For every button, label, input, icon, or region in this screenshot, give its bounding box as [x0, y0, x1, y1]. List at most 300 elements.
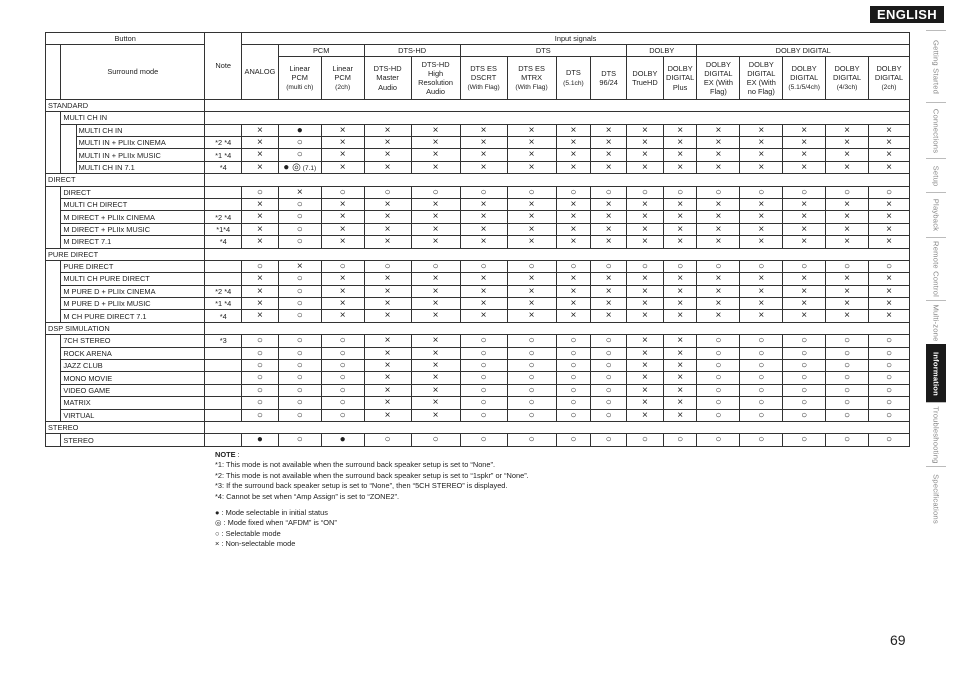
side-tab-remote-control[interactable]	[926, 237, 946, 300]
availability-symbol: ×	[257, 198, 263, 210]
availability-symbol: ×	[384, 236, 391, 248]
availability-symbol: ×	[339, 285, 346, 297]
availability-cell	[278, 149, 321, 161]
side-tab-label: Connections	[931, 108, 941, 153]
availability-symbol: ○	[844, 409, 851, 421]
availability-symbol: ×	[570, 236, 577, 248]
availability-symbol: ×	[641, 211, 648, 223]
availability-cell	[364, 124, 411, 136]
button-label: MULTI CH IN	[61, 112, 205, 124]
availability-cell	[869, 260, 910, 272]
availability-symbol: ○	[480, 260, 487, 272]
availability-cell	[869, 223, 910, 235]
availability-symbol: ○	[296, 397, 303, 409]
availability-symbol: ○	[885, 335, 893, 347]
availability-cell	[507, 137, 556, 149]
mode-row	[46, 124, 910, 136]
availability-symbol: ×	[677, 273, 684, 285]
availability-cell	[321, 137, 364, 149]
availability-cell	[826, 359, 869, 371]
format-header-line: DTS-HD	[373, 64, 402, 74]
availability-cell	[697, 434, 740, 446]
availability-cell	[869, 434, 910, 446]
availability-symbol: ×	[432, 124, 439, 136]
availability-cell	[556, 273, 591, 285]
availability-symbol: ×	[641, 236, 648, 248]
availability-symbol: ○	[296, 236, 303, 248]
availability-symbol: ○	[296, 409, 303, 421]
availability-symbol: ○	[570, 347, 577, 359]
availability-symbol: ×	[605, 124, 612, 136]
side-tab-multi-zone[interactable]	[926, 300, 946, 344]
availability-symbol: ○	[605, 397, 612, 409]
availability-symbol: ×	[715, 149, 722, 161]
availability-symbol: ×	[432, 198, 439, 210]
availability-symbol: ×	[801, 285, 808, 297]
availability-symbol: ○	[296, 347, 303, 359]
availability-cell	[783, 434, 826, 446]
availability-symbol: ×	[432, 273, 439, 285]
availability-symbol: ○	[384, 186, 391, 198]
availability-cell	[627, 310, 664, 322]
availability-cell	[242, 298, 279, 310]
mode-row	[46, 137, 910, 149]
availability-symbol: ×	[605, 161, 612, 173]
availability-symbol: ○	[432, 434, 439, 446]
availability-symbol: ○	[296, 223, 303, 235]
availability-symbol: ×	[677, 137, 684, 148]
availability-symbol: ○	[256, 397, 263, 409]
mode-row	[46, 384, 910, 396]
availability-symbol: ×	[384, 359, 391, 371]
mode-note: *4	[205, 310, 242, 322]
availability-cell	[740, 186, 783, 198]
side-tab-label: Specifications	[931, 473, 941, 524]
availability-symbol: ×	[384, 161, 391, 173]
indent-cell	[61, 124, 76, 174]
availability-symbol: ×	[528, 211, 535, 223]
availability-symbol: ×	[570, 149, 577, 161]
availability-symbol: ×	[677, 310, 684, 322]
availability-cell	[869, 124, 910, 136]
availability-symbol: ○	[256, 359, 263, 371]
availability-symbol: ×	[677, 397, 684, 409]
format-header-line: DIGITAL	[666, 73, 695, 83]
availability-cell	[826, 335, 869, 347]
mode-note	[205, 186, 242, 198]
mode-note	[205, 409, 242, 421]
availability-symbol: ×	[886, 236, 892, 248]
availability-cell	[556, 298, 591, 310]
availability-cell	[556, 124, 591, 136]
availability-cell	[507, 260, 556, 272]
availability-cell	[783, 335, 826, 347]
availability-cell	[411, 198, 460, 210]
availability-cell	[460, 161, 507, 173]
indent-cell	[46, 112, 61, 174]
availability-cell	[783, 236, 826, 248]
availability-symbol: ○	[528, 434, 535, 446]
availability-cell	[411, 384, 460, 396]
input-signals-header: Input signals	[242, 33, 910, 45]
availability-symbol: ×	[384, 198, 391, 210]
availability-cell	[460, 149, 507, 161]
section-filler	[205, 174, 910, 186]
availability-symbol: ×	[605, 236, 612, 248]
availability-cell	[278, 298, 321, 310]
availability-symbol: ×	[641, 372, 648, 384]
mode-note	[205, 273, 242, 285]
availability-cell	[278, 273, 321, 285]
format-header-line: DTS	[566, 68, 581, 78]
availability-symbol: ○	[885, 260, 893, 272]
availability-cell	[591, 236, 627, 248]
availability-symbol: ×	[844, 161, 850, 173]
availability-cell	[869, 236, 910, 248]
mode-label: JAZZ CLUB	[61, 359, 205, 371]
availability-cell	[783, 186, 826, 198]
availability-cell	[869, 372, 910, 384]
availability-cell	[663, 137, 697, 149]
availability-cell	[507, 384, 556, 396]
availability-cell	[364, 273, 411, 285]
availability-symbol: ×	[528, 223, 535, 235]
format-header-line: EX (With	[746, 78, 776, 87]
availability-symbol: ○	[384, 260, 391, 272]
availability-symbol: ×	[528, 161, 535, 173]
section-row	[46, 248, 910, 260]
availability-symbol: ○	[570, 434, 577, 446]
availability-symbol: ×	[384, 273, 391, 285]
language-badge: ENGLISH	[870, 6, 944, 23]
mode-note: *2 *4	[205, 285, 242, 297]
availability-symbol: ×	[758, 285, 765, 297]
mode-note: *4	[205, 236, 242, 248]
mode-row	[46, 211, 910, 223]
section-label: DIRECT	[46, 174, 205, 186]
availability-symbol: ○	[256, 347, 263, 359]
availability-symbol: ×	[715, 137, 722, 148]
availability-symbol: ×	[641, 124, 648, 136]
notes-heading-suffix: :	[235, 450, 240, 459]
availability-cell	[697, 211, 740, 223]
availability-symbol: ×	[886, 298, 892, 310]
availability-cell	[740, 211, 783, 223]
availability-symbol: ×	[296, 260, 303, 272]
group-header-pcm: PCM	[278, 45, 364, 57]
availability-symbol: ×	[570, 310, 577, 322]
legend-item: ◎ : Mode fixed when “AFDM” is “ON”	[215, 518, 337, 528]
availability-cell	[783, 273, 826, 285]
availability-symbol: ×	[641, 161, 648, 173]
availability-cell	[411, 434, 460, 446]
availability-cell	[278, 397, 321, 409]
availability-symbol: ○	[715, 260, 722, 272]
mode-row	[46, 273, 910, 285]
side-tab-getting-started[interactable]	[926, 30, 946, 102]
availability-cell	[826, 434, 869, 446]
availability-symbol: ○	[384, 434, 391, 446]
availability-symbol: ○	[844, 186, 851, 198]
availability-symbol: ○	[641, 186, 648, 198]
mode-label: DIRECT	[61, 186, 205, 198]
availability-symbol: ×	[886, 285, 892, 297]
availability-symbol: ○	[296, 384, 303, 396]
mode-note	[205, 384, 242, 396]
availability-symbol: ×	[844, 298, 850, 310]
availability-symbol: ×	[641, 285, 648, 297]
availability-symbol: ×	[480, 124, 487, 136]
mode-label: STEREO	[61, 434, 205, 446]
availability-symbol: ×	[528, 236, 535, 248]
format-header-line: TrueHD	[632, 78, 658, 87]
format-header-line: DTS ES	[470, 63, 497, 73]
availability-cell	[556, 409, 591, 421]
availability-symbol: ×	[844, 236, 850, 248]
group-header-dts: DTS	[460, 45, 626, 57]
availability-cell	[278, 236, 321, 248]
format-header-line: DIGITAL	[874, 72, 904, 82]
availability-cell	[460, 384, 507, 396]
availability-symbol: ×	[758, 198, 765, 210]
mode-label: PURE DIRECT	[61, 260, 205, 272]
side-tab-information[interactable]	[926, 344, 946, 402]
availability-cell	[740, 198, 783, 210]
availability-symbol: ×	[641, 298, 648, 310]
availability-cell	[507, 310, 556, 322]
availability-symbol: ○	[605, 186, 612, 198]
indent-cell	[46, 335, 61, 422]
availability-symbol: ×	[801, 198, 808, 210]
availability-cell	[740, 161, 783, 173]
availability-symbol: ○	[844, 347, 851, 359]
availability-symbol: ×	[339, 273, 346, 285]
availability-cell	[507, 236, 556, 248]
availability-cell	[242, 359, 279, 371]
availability-cell	[507, 273, 556, 285]
header-row-groups	[46, 45, 910, 57]
mode-note: *3	[205, 335, 242, 347]
availability-cell	[556, 384, 591, 396]
availability-cell	[411, 260, 460, 272]
availability-cell	[411, 273, 460, 285]
notes-block	[215, 450, 775, 550]
format-header-line: DSCRT	[470, 72, 497, 82]
availability-cell	[507, 161, 556, 173]
availability-cell	[507, 211, 556, 223]
availability-symbol: ×	[528, 310, 535, 322]
availability-cell	[627, 198, 664, 210]
availability-symbol: ×	[257, 298, 263, 310]
surround-mode-table	[45, 32, 910, 447]
availability-cell	[826, 397, 869, 409]
availability-symbol: ○	[758, 347, 765, 359]
availability-symbol: ×	[641, 347, 648, 359]
availability-symbol: ○	[715, 434, 722, 446]
availability-cell	[364, 186, 411, 198]
mode-note: *2 *4	[205, 137, 242, 149]
availability-cell	[663, 397, 697, 409]
availability-symbol: ○	[758, 335, 765, 347]
availability-symbol: ×	[886, 161, 892, 173]
availability-cell	[740, 285, 783, 297]
availability-cell	[591, 211, 627, 223]
section-filler	[205, 322, 910, 334]
availability-cell	[364, 359, 411, 371]
availability-symbol: ○	[296, 298, 303, 310]
availability-symbol: ×	[339, 161, 346, 173]
format-header-line: DOLBY	[705, 59, 731, 69]
availability-symbol: ×	[886, 124, 892, 136]
availability-symbol: ○	[758, 359, 765, 371]
availability-cell	[783, 260, 826, 272]
button-row	[46, 112, 910, 124]
availability-symbol: ○	[715, 359, 722, 371]
mode-note	[205, 359, 242, 371]
section-row	[46, 422, 910, 434]
availability-symbol: ○	[677, 434, 684, 446]
availability-symbol: ●	[296, 124, 303, 136]
availability-symbol: ○	[641, 260, 648, 272]
availability-symbol: ×	[384, 310, 391, 322]
side-tab-label: Getting Started	[931, 39, 941, 94]
mode-row	[46, 186, 910, 198]
availability-cell	[460, 310, 507, 322]
mode-label: 7CH STEREO	[61, 335, 205, 347]
availability-symbol: ○	[296, 273, 303, 285]
availability-cell	[556, 285, 591, 297]
legend-item: × : Non-selectable mode	[215, 539, 296, 549]
availability-symbol: ×	[432, 397, 439, 409]
mode-label: MULTI CH PURE DIRECT	[61, 273, 205, 285]
availability-symbol: ×	[844, 223, 850, 235]
availability-symbol: ×	[384, 285, 391, 297]
availability-cell	[627, 223, 664, 235]
availability-cell	[278, 335, 321, 347]
availability-symbol: ×	[715, 198, 722, 210]
availability-cell	[242, 409, 279, 421]
mode-label: MULTI CH IN 7.1	[76, 161, 205, 173]
availability-cell	[460, 223, 507, 235]
button-header-spacer	[46, 45, 61, 100]
availability-symbol: ×	[801, 211, 808, 223]
availability-symbol: ○	[570, 397, 577, 409]
availability-cell	[460, 285, 507, 297]
availability-cell	[627, 211, 664, 223]
format-header-line: Linear	[289, 63, 311, 73]
header-row-top	[46, 33, 910, 45]
availability-symbol: ×	[844, 273, 850, 285]
availability-symbol: ○	[885, 434, 893, 446]
availability-cell	[278, 310, 321, 322]
availability-cell	[460, 298, 507, 310]
availability-cell	[627, 149, 664, 161]
indent-cell	[46, 186, 61, 248]
availability-symbol: ○	[296, 149, 303, 161]
availability-cell	[627, 298, 664, 310]
availability-cell	[663, 161, 697, 173]
mode-note	[205, 198, 242, 210]
availability-cell	[242, 260, 279, 272]
mode-row	[46, 149, 910, 161]
availability-cell	[869, 335, 910, 347]
format-header-line: (4/3ch)	[836, 84, 858, 92]
side-tab-connections[interactable]	[926, 102, 946, 158]
availability-cell	[321, 310, 364, 322]
mode-row	[46, 310, 910, 322]
availability-symbol: ○	[715, 397, 722, 409]
availability-symbol: ○	[844, 372, 851, 384]
format-header-line: DTS	[601, 68, 617, 78]
availability-symbol: ○	[339, 409, 346, 421]
availability-cell	[591, 310, 627, 322]
availability-cell	[364, 149, 411, 161]
format-header-line: EX (With	[703, 78, 733, 87]
availability-cell	[663, 347, 697, 359]
format-header-line: Plus	[672, 82, 688, 92]
availability-cell	[411, 409, 460, 421]
availability-cell	[460, 397, 507, 409]
side-tab-troubleshooting[interactable]	[926, 402, 946, 466]
availability-cell	[556, 310, 591, 322]
availability-symbol: ×	[257, 223, 263, 235]
availability-symbol: ×	[570, 137, 577, 148]
availability-cell	[591, 335, 627, 347]
availability-symbol: ○	[844, 397, 851, 409]
availability-cell	[627, 434, 664, 446]
section-row	[46, 322, 910, 334]
availability-cell	[826, 372, 869, 384]
availability-symbol: ○	[480, 397, 487, 409]
availability-cell	[783, 384, 826, 396]
side-tab-setup[interactable]	[926, 158, 946, 192]
side-tab-strip	[926, 30, 946, 550]
availability-symbol: ○	[605, 335, 612, 347]
availability-cell	[321, 359, 364, 371]
mode-label: MULTI IN + PLIIx CINEMA	[76, 137, 205, 149]
side-tab-playback[interactable]	[926, 192, 946, 237]
availability-symbol: ○	[885, 384, 893, 396]
availability-cell	[364, 285, 411, 297]
symbol-legend	[215, 508, 775, 550]
mode-label: M PURE D + PLIIx CINEMA	[61, 285, 205, 297]
availability-cell	[242, 335, 279, 347]
availability-symbol: ○	[432, 186, 439, 198]
format-header	[740, 57, 783, 100]
availability-symbol: ×	[758, 161, 765, 173]
format-header	[591, 57, 627, 100]
availability-symbol: ×	[339, 137, 346, 148]
availability-cell	[869, 149, 910, 161]
availability-cell	[242, 223, 279, 235]
side-tab-specifications[interactable]	[926, 466, 946, 530]
availability-symbol: ×	[641, 137, 648, 148]
availability-cell	[663, 273, 697, 285]
availability-symbol: ○	[570, 359, 577, 371]
availability-cell	[627, 409, 664, 421]
availability-symbol: ○	[801, 397, 808, 409]
format-header	[411, 57, 460, 100]
availability-cell	[321, 260, 364, 272]
availability-cell	[869, 409, 910, 421]
availability-cell	[321, 335, 364, 347]
availability-cell	[556, 236, 591, 248]
mode-row	[46, 434, 910, 446]
availability-symbol: ×	[677, 409, 684, 421]
availability-symbol: ×	[677, 384, 684, 396]
availability-symbol: ○	[677, 186, 684, 198]
availability-symbol: ○	[844, 260, 851, 272]
